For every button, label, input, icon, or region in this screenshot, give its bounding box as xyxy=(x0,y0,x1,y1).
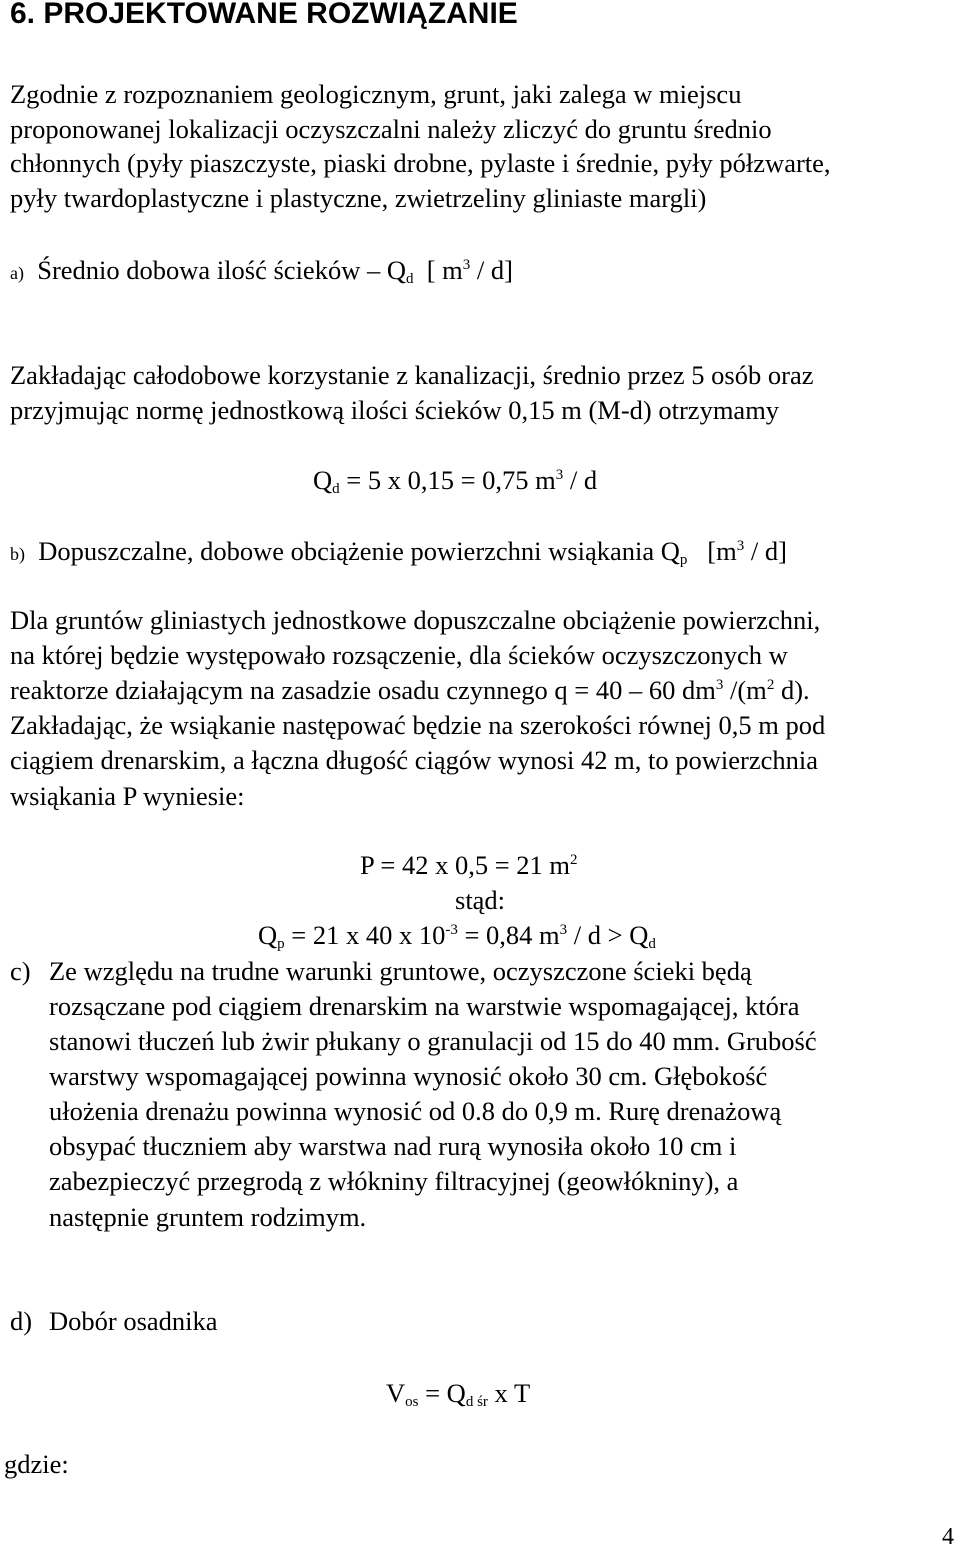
item-a-text: Średnio dobowa ilość ścieków – Q xyxy=(37,255,406,285)
item-a-heading: a) Średnio dobowa ilość ścieków – $Q_d$ [ $m^3 / d$] xyxy=(10,255,513,287)
section-heading: 6. PROJEKTOWANE ROZWIĄZANIE xyxy=(10,0,518,30)
para-b2-line-1: Zakładając, że wsiąkanie następować będzie na szerokości równej 0,5 m pod xyxy=(10,710,826,740)
equation-v: $V_{os} = Q_{d śr}$ x T xyxy=(386,1378,531,1410)
para-b2-line-3: wsiąkania P wyniesie: xyxy=(10,781,245,811)
equation-qp: $Q_p = 21$ x 40 x $10^{-3} = 0,84$ $m^3 / d > Q_d$ xyxy=(258,920,656,952)
equation-p: P = 42 x 0,5 = 21 $m^2$ xyxy=(360,850,578,880)
item-c-marker: c) xyxy=(10,956,31,986)
item-a-marker: a) xyxy=(10,263,24,283)
para-b2-line-2: ciągiem drenarskim, a łączna długość ciągów wynosi 42 m, to powierzchnia xyxy=(10,745,818,775)
item-c-line-5: ułożenia drenażu powinna wynosić od 0.8 do 0,9 m. Rurę drenażową xyxy=(49,1096,782,1126)
para-b-line-1: Dla gruntów gliniastych jednostkowe dopuszczalne obciążenie powierzchni, xyxy=(10,605,821,635)
para-b-line-2: na której będzie występowało rozsączenie, dla ścieków oczyszczonych w xyxy=(10,640,788,670)
item-c-line-8: następnie gruntem rodzimym. xyxy=(49,1202,367,1232)
item-c-line-6: obsypać tłuczniem aby warstwa nad rurą wynosiła około 10 cm i xyxy=(49,1131,737,1161)
para-b-line-3: reaktorze działającym na zasadzie osadu czynnego q = 40 – 60 $dm^3$ $/(m^2$ d). xyxy=(10,675,810,705)
intro-line-3: chłonnych (pyły piaszczyste, piaski drobne, pylaste i średnie, pyły półzwarte, xyxy=(10,148,831,178)
item-c-line-1: Ze względu na trudne warunki gruntowe, oczyszczone ścieki będą xyxy=(49,956,752,986)
item-c-line-3: stanowi tłuczeń lub żwir płukany o granulacji od 15 do 40 mm. Grubość xyxy=(49,1026,817,1056)
equation-qd: $Q_d = 5$ x 0,15 = 0,75 $m^3$ / d xyxy=(313,465,598,497)
item-b-heading: b) Dopuszczalne, dobowe obciążenie powierzchni wsiąkania $Q_p$ $[m^3 / d]$ xyxy=(10,536,787,568)
item-b-text: Dopuszczalne, dobowe obciążenie powierzchni wsiąkania Q xyxy=(38,536,680,566)
page-number: 4 xyxy=(942,1524,954,1550)
item-b-marker: b) xyxy=(10,544,25,564)
para-a-line-2: przyjmując normę jednostkową ilości ścieków 0,15 m (M-d) otrzymamy xyxy=(10,395,780,425)
item-c-line-2: rozsączane pod ciągiem drenarskim na warstwie wspomagającej, która xyxy=(49,991,800,1021)
item-d-text: Dobór osadnika xyxy=(49,1306,218,1336)
equation-stad: stąd: xyxy=(455,885,506,915)
item-c-line-4: warstwy wspomagającej powinna wynosić około 30 cm. Głębokość xyxy=(49,1061,768,1091)
gdzie-label: gdzie: xyxy=(4,1449,69,1479)
para-a-line-1: Zakładając całodobowe korzystanie z kanalizacji, średnio przez 5 osób oraz xyxy=(10,360,814,390)
item-d-marker: d) xyxy=(10,1306,33,1336)
intro-line-2: proponowanej lokalizacji oczyszczalni należy zliczyć do gruntu średnio xyxy=(10,114,772,144)
intro-line-4: pyły twardoplastyczne i plastyczne, zwietrzeliny gliniaste margli) xyxy=(10,183,707,213)
item-c-line-7: zabezpieczyć przegrodą z włókniny filtracyjnej (geowłókniny), a xyxy=(49,1166,739,1196)
intro-line-1: Zgodnie z rozpoznaniem geologicznym, grunt, jaki zalega w miejscu xyxy=(10,79,742,109)
